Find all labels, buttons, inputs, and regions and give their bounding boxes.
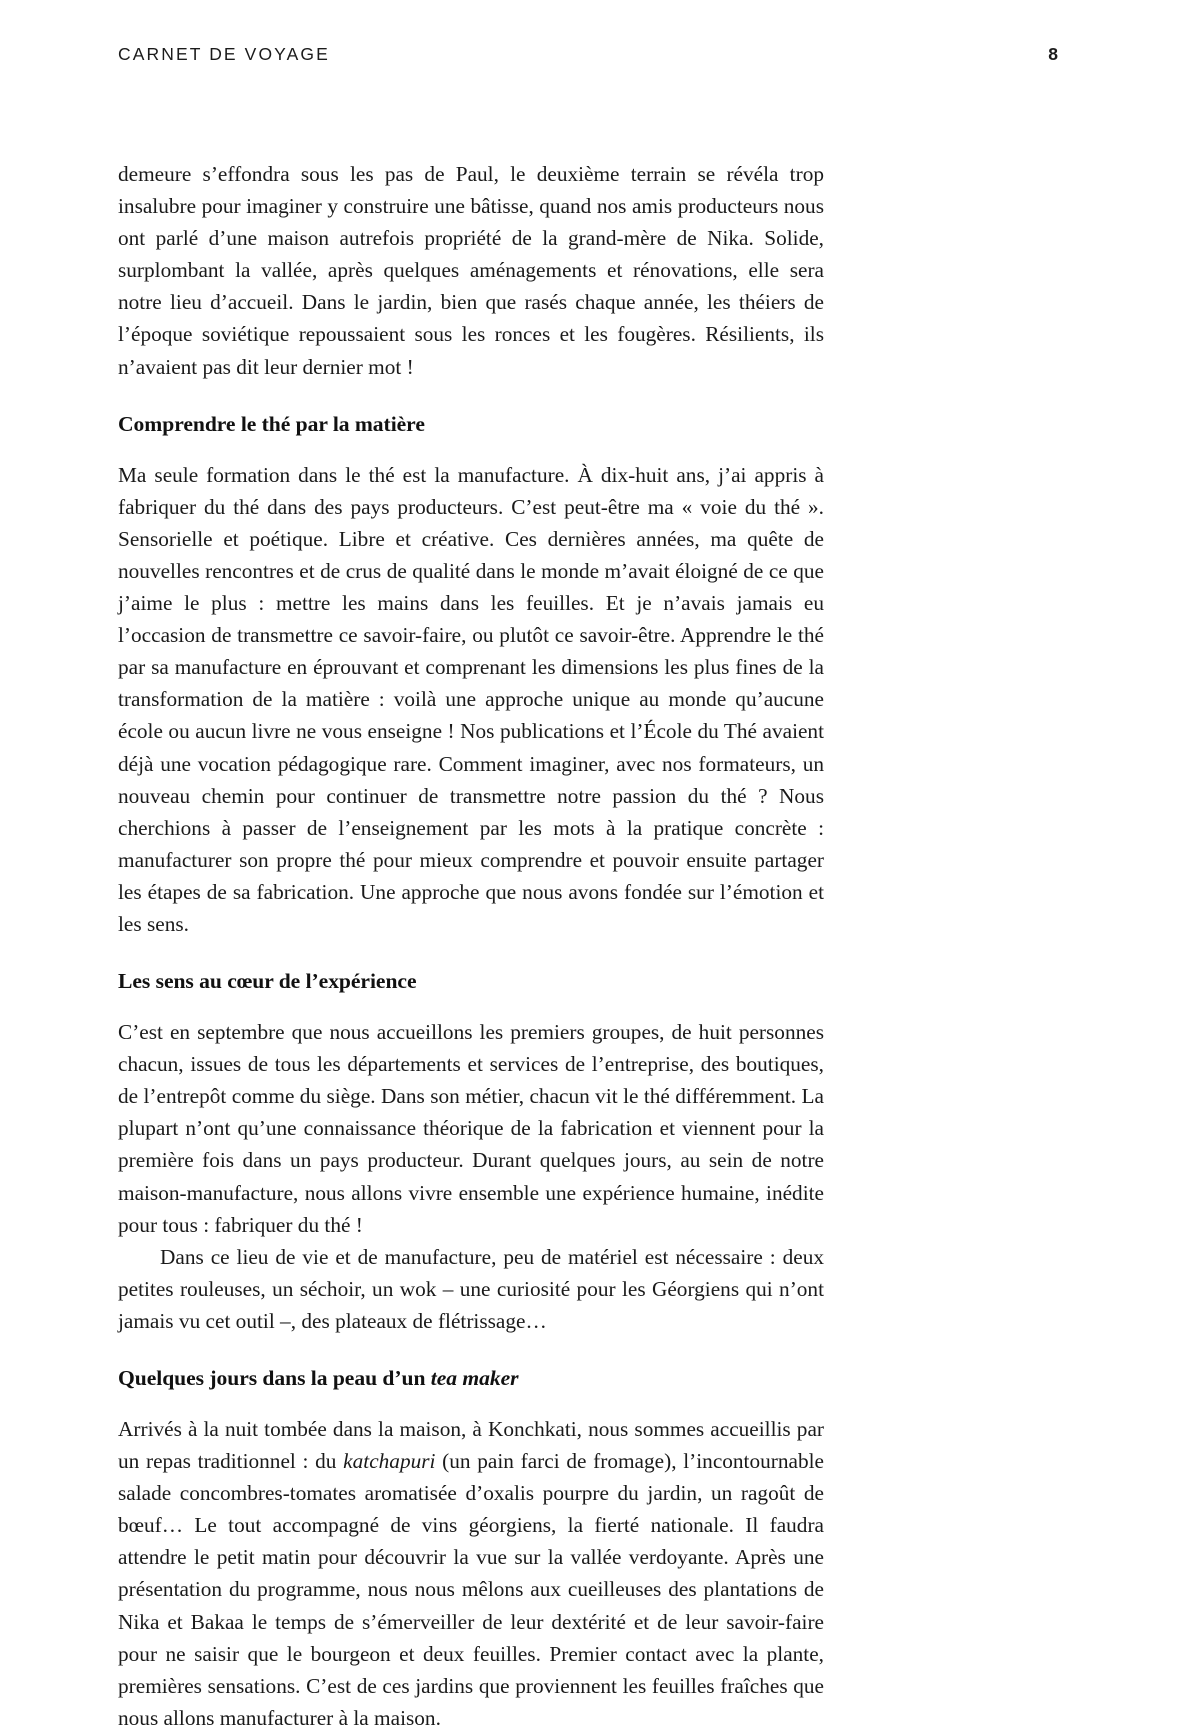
page-number: 8 bbox=[1048, 44, 1058, 64]
spacer bbox=[118, 1337, 824, 1363]
paragraph-arrivee bbox=[118, 1413, 824, 1734]
paragraph-intro: demeure s’effondra sous les pas de Paul, le deuxième terrain se révéla trop insalubre pour imaginer y construire une bâtisse, quand nos amis producteurs nous ont parlé d’une maison autrefois propriété de la grand-mère de Nika. Solide, surplombant la vallée, après quelques aménagements et rénovations, elle sera notre lieu d’accueil. Dans le jardin, bien que rasés chaque année, les théiers de l’époque soviétique repoussaient sous les ronces et les fougères. Résilients, ils n’avaient pas dit leur dernier mot ! bbox=[118, 162, 824, 379]
section-heading-comprendre: Comprendre le thé par la matière bbox=[118, 411, 425, 436]
paragraph-sens: C’est en septembre que nous accueillons les premiers groupes, de huit personnes chacun, issues de tous les départements et services de l’entreprise, des boutiques, de l’entrepôt comme du siège. Dans son métier, chacun vit le thé différemment. La plupart n’ont qu’une connaissance théorique de la fabrication et viennent pour la première fois dans un pays producteur. Durant quelques jours, au sein de notre maison-manufacture, nous allons vivre ensemble une expérience humaine, inédite pour tous : fabriquer du thé ! bbox=[118, 1020, 824, 1237]
foreign-word-katchapuri: katchapuri bbox=[343, 1449, 436, 1474]
running-head-title: CARNET DE VOYAGE bbox=[118, 44, 330, 64]
paragraph-materiel: Dans ce lieu de vie et de manufacture, peu de matériel est nécessaire : deux petites rouleuses, un séchoir, un wok – une curiosité pour les Géorgiens qui n’ont jamais vu cet outil –, des plateaux de flétrissage… bbox=[118, 1244, 824, 1333]
section-heading-tea-maker-italic: tea maker bbox=[430, 1366, 519, 1390]
section-heading-sens: Les sens au cœur de l’expérience bbox=[118, 969, 417, 994]
spacer bbox=[118, 940, 824, 966]
running-head bbox=[118, 44, 1058, 65]
paragraph-comprendre: Ma seule formation dans le thé est la manufacture. À dix-huit ans, j’ai appris à fabriquer du thé dans des pays producteurs. C’est peut-être ma « voie du thé ». Sensorielle et poétique. Libre et créative. Ces dernières années, ma quête de nouvelles rencontres et de crus de qualité dans le monde m’avait éloigné de ce que j’aime le plus : mettre les mains dans les feuilles. Et je n’avais jamais eu l’occasion de transmettre ce savoir-faire, ou plutôt ce savoir-être. Apprendre le thé par sa manufacture en éprouvant et comprenant les dimensions les plus fines de la transformation de la matière : voilà une approche unique au monde qu’aucune école ou aucun livre ne vous enseigne ! Nos publications et l’École du Thé avaient déjà une vocation pédagogique rare. Comment imaginer, avec nos formateurs, un nouveau chemin pour continuer de transmettre notre passion du thé ? Nous cherchions à passer de l’enseignement par les mots à la pratique concrète : manufacturer son propre thé pour mieux comprendre et pouvoir ensuite partager les étapes de sa fabrication. Une approche que nous avons fondée sur l’émotion et les sens. bbox=[118, 462, 824, 936]
paragraph-arrivee-part2: (un pain farci de fromage), l’incontournable salade concombres-tomates aromatisée d’oxalis pourpre du jardin, un ragoût de bœuf… Le tout accompagné de vins géorgiens, la fierté nationale. Il faudra attendre le petit matin pour découvrir la vue sur la vallée verdoyante. Après une présentation du programme, nous nous mêlons aux cueilleuses des plantations de Nika et Bakaa le temps de s’émerveiller de leur dextérité et de leur savoir-faire pour ne saisir que le bourgeon et deux feuilles. Premier contact avec la plante, premières sensations. C’est de ces jardins que proviennent les feuilles fraîches que nous allons manufacturer à la maison. bbox=[118, 1449, 824, 1730]
section-heading-tea-maker-plain: Quelques jours dans la peau d’un bbox=[118, 1366, 431, 1390]
spacer bbox=[118, 996, 824, 1016]
text-column bbox=[118, 158, 824, 1734]
spacer bbox=[118, 439, 824, 459]
section-heading-tea-maker bbox=[118, 1363, 824, 1393]
spacer bbox=[118, 1393, 824, 1413]
paragraph-arrivee-part1: Arrivés à la nuit tombée dans la maison, à Konchkati, nous sommes accueillis par un repas traditionnel : du bbox=[118, 1417, 824, 1474]
spacer bbox=[118, 383, 824, 409]
